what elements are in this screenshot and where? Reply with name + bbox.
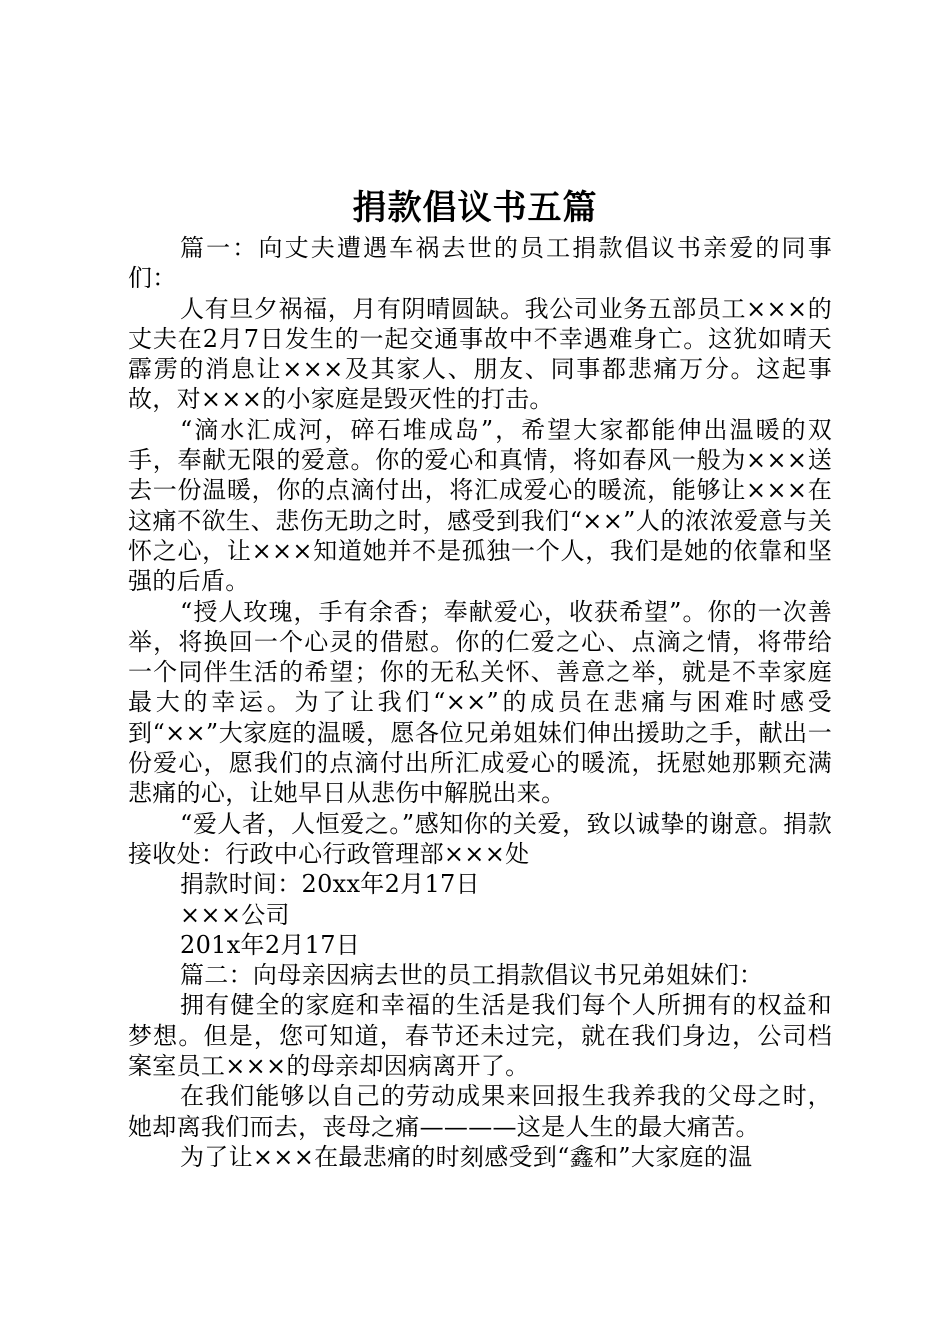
paragraph: 篇一：向丈夫遭遇车祸去世的员工捐款倡议书亲爱的同事们： (128, 234, 832, 293)
paragraph: 在我们能够以自己的劳动成果来回报生我养我的父母之时，她却离我们而去，丧母之痛————这是人生的最大痛苦。 (128, 1082, 832, 1141)
paragraph: 人有旦夕祸福，月有阴晴圆缺。我公司业务五部员工×××的丈夫在2月7日发生的一起交通事故中不幸遇难身亡。这犹如晴天霹雳的消息让×××及其家人、朋友、同事都悲痛万分。这起事故，对×××的小家庭是毁灭性的打击。 (128, 294, 832, 414)
company-signature: ×××公司 (180, 900, 290, 929)
paragraph: 为了让×××在最悲痛的时刻感受到“鑫和”大家庭的温 (180, 1142, 753, 1171)
paragraph: “授人玫瑰，手有余香；奉献爱心，收获希望”。你的一次善举，将换回一个心灵的借慰。你的仁爱之心、点滴之情，将带给一个同伴生活的希望；你的无私关怀、善意之举，就是不幸家庭最大的幸运。为了让我们“××”的成员在悲痛与困难时感受到“××”大家庭的温暖，愿各位兄弟姐妹们伸出援助之手，献出一份爱心，愿我们的点滴付出所汇成爱心的暖流，抚慰她那颗充满悲痛的心，让她早日从悲伤中解脱出来。 (128, 597, 832, 808)
paragraph: 拥有健全的家庭和幸福的生活是我们每个人所拥有的权益和梦想。但是，您可知道，春节还未过完，就在我们身边，公司档案室员工×××的母亲却因病离开了。 (128, 991, 832, 1081)
paragraph: “滴水汇成河，碎石堆成岛”，希望大家都能伸出温暖的双手，奉献无限的爱意。你的爱心和真情，将如春风一般为×××送去一份温暖，你的点滴付出，将汇成爱心的暖流，能够让×××在这痛不欲生、悲伤无助之时，感受到我们“××”人的浓浓爱意与关怀之心，让×××知道她并不是孤独一个人，我们是她的依靠和坚强的后盾。 (128, 415, 832, 596)
document-body (128, 233, 832, 1172)
donation-time: 捐款时间：20xx年2月17日 (180, 870, 480, 899)
signature-date: 201x年2月17日 (180, 930, 361, 959)
paragraph: 篇二：向母亲因病去世的员工捐款倡议书兄弟姐妹们： (180, 961, 764, 990)
paragraph: “爱人者，人恒爱之。”感知你的关爱，致以诚挚的谢意。捐款接收处：行政中心行政管理部×××处 (128, 809, 832, 868)
document-title: 捐款倡议书五篇 (352, 188, 598, 228)
